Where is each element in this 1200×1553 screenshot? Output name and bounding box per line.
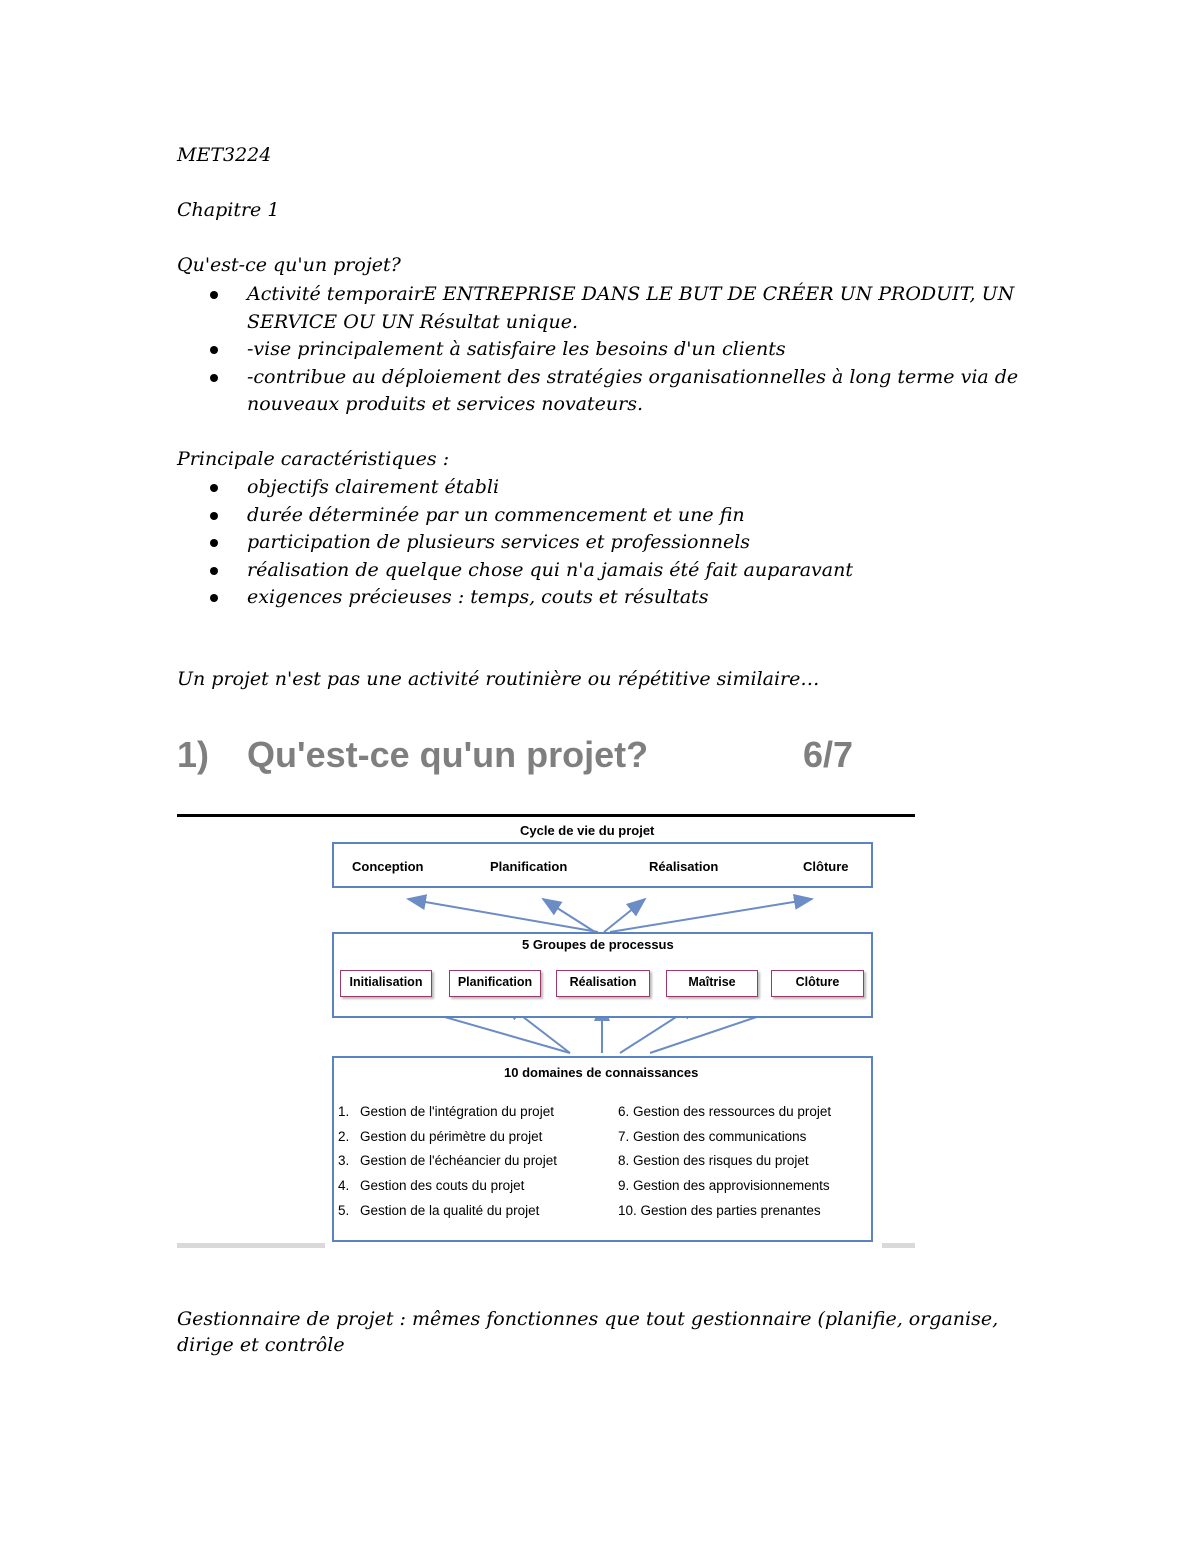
list-item-text: objectifs clairement établi xyxy=(247,476,500,498)
phase-planification: Planification xyxy=(490,859,568,874)
item-label: Gestion du périmètre du projet xyxy=(360,1128,543,1144)
course-code: MET3224 xyxy=(177,144,272,166)
list-item-text: participation de plusieurs services et professionnels xyxy=(247,531,751,553)
item-number: 2. xyxy=(338,1128,350,1144)
phase-conception: Conception xyxy=(352,859,424,874)
manager-text-line1: Gestionnaire de projet : mêmes fonctionnes que tout gestionnaire (planifie, organise, xyxy=(177,1308,999,1330)
knowledge-list-left xyxy=(338,1100,557,1224)
list-item-text: exigences précieuses : temps, couts et résultats xyxy=(247,586,709,608)
knowledge-item xyxy=(338,1125,557,1150)
list-item-text: -vise principalement à satisfaire les besoins d'un clients xyxy=(247,338,786,360)
list-item xyxy=(210,281,1018,336)
list-item-text: nouveaux produits et services novateurs. xyxy=(247,393,644,415)
list-item xyxy=(210,529,853,557)
slide-title-text: Qu'est-ce qu'un projet? xyxy=(247,734,649,775)
bullet-icon xyxy=(210,512,218,520)
list-item xyxy=(210,364,1018,419)
bullet-icon xyxy=(210,346,218,354)
slide-divider xyxy=(177,814,915,817)
list-item-text: durée déterminée par un commencement et une fin xyxy=(247,503,745,526)
bullet-icon xyxy=(210,291,218,299)
process-cloture: Clôture xyxy=(771,970,864,997)
phase-realisation: Réalisation xyxy=(649,859,719,874)
bullet-icon xyxy=(210,567,218,575)
knowledge-item xyxy=(338,1149,557,1174)
list-item xyxy=(210,584,853,612)
phase-cloture: Clôture xyxy=(803,859,849,874)
knowledge-item xyxy=(338,1174,557,1199)
list-item-text: Activité temporairE ENTREPRISE DANS LE BUT DE CRÉER UN PRODUIT, UN xyxy=(247,283,1015,305)
slide-page-number: 6/7 xyxy=(803,734,854,775)
item-number: 1. xyxy=(338,1104,350,1119)
list-item xyxy=(210,474,853,502)
item-number: 5. xyxy=(338,1202,350,1218)
knowledge-item xyxy=(338,1199,557,1224)
bullet-icon xyxy=(210,484,218,492)
knowledge-item xyxy=(338,1100,557,1125)
knowledge-list-right xyxy=(618,1100,831,1224)
characteristics-list xyxy=(210,474,853,612)
process-planification: Planification xyxy=(449,970,541,997)
knowledge-item: 6. Gestion des ressources du projet xyxy=(618,1104,832,1119)
item-label: Gestion des couts du projet xyxy=(360,1178,525,1194)
item-label: Gestion de l'échéancier du projet xyxy=(360,1153,557,1169)
bullet-icon xyxy=(210,539,218,547)
list-item-text: réalisation de quelque chose qui n'a jamais été fait auparavant xyxy=(247,558,853,581)
list-item xyxy=(210,502,853,530)
slide-footer-bar xyxy=(177,1243,325,1248)
item-number: 4. xyxy=(338,1178,350,1194)
list-item xyxy=(210,336,1018,364)
slide-title xyxy=(177,734,648,776)
item-number: 3. xyxy=(338,1153,350,1169)
lifecycle-title: Cycle de vie du projet xyxy=(520,823,655,838)
slide-footer-bar xyxy=(882,1243,915,1248)
knowledge-item: 8. Gestion des risques du projet xyxy=(618,1153,809,1169)
chapter-title: Chapitre 1 xyxy=(177,199,280,221)
section-heading-characteristics: Principale caractéristiques : xyxy=(177,448,450,470)
item-label: Gestion de l'intégration du projet xyxy=(360,1104,554,1119)
bullet-icon xyxy=(210,594,218,602)
process-initialisation: Initialisation xyxy=(340,970,432,997)
list-item-text: -contribue au déploiement des stratégies organisationnelles à long terme via de xyxy=(247,365,1019,388)
list-item xyxy=(210,557,853,585)
definition-list xyxy=(210,281,1018,419)
manager-text-line2: dirige et contrôle xyxy=(177,1334,345,1356)
list-item-text: SERVICE OU UN Résultat unique. xyxy=(247,310,578,333)
knowledge-item: 10. Gestion des parties prenantes xyxy=(618,1202,821,1218)
bullet-icon xyxy=(210,374,218,382)
slide-number: 1) xyxy=(177,734,210,775)
knowledge-item: 7. Gestion des communications xyxy=(618,1128,807,1144)
process-groups-title: 5 Groupes de processus xyxy=(522,937,674,952)
note-text: Un projet n'est pas une activité routinière ou répétitive similaire… xyxy=(177,668,820,690)
project-diagram xyxy=(320,818,880,1248)
process-realisation: Réalisation xyxy=(556,970,650,997)
section-heading-definition: Qu'est-ce qu'un projet? xyxy=(177,254,401,276)
knowledge-item: 9. Gestion des approvisionnements xyxy=(618,1178,830,1194)
item-label: Gestion de la qualité du projet xyxy=(360,1202,540,1218)
process-maitrise: Maîtrise xyxy=(666,970,758,997)
knowledge-areas-title: 10 domaines de connaissances xyxy=(504,1065,699,1080)
